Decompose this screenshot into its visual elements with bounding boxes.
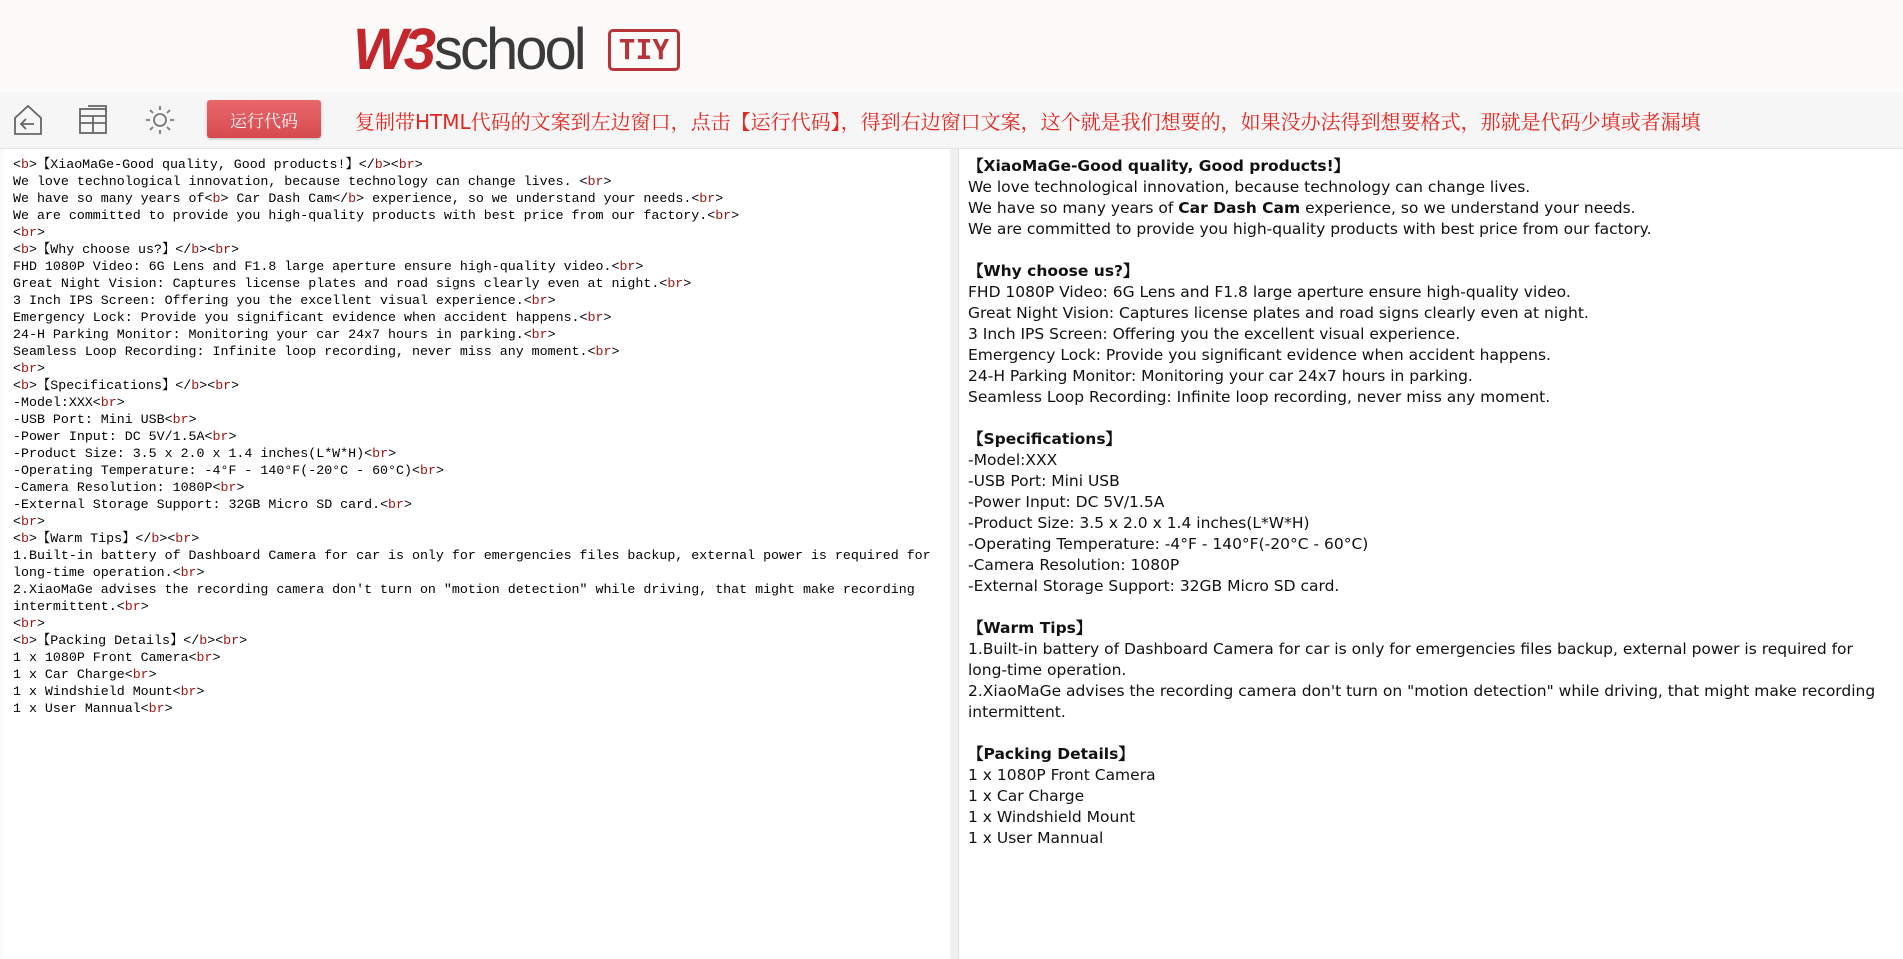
preview-line: FHD 1080P Video: 6G Lens and F1.8 large aperture ensure high-quality video. <box>968 283 1571 301</box>
code-tag: <b> <box>13 157 37 172</box>
code-line <box>13 496 943 513</box>
code-line <box>13 445 943 462</box>
code-tag: <br> <box>13 616 45 631</box>
code-line <box>13 615 943 632</box>
tiy-badge: TIY <box>608 29 681 71</box>
preview-heading: 【Packing Details】 <box>968 745 1134 763</box>
code-text: experience, so we understand your needs. <box>364 191 692 206</box>
code-tag: <br> <box>380 497 412 512</box>
preview-content <box>968 156 1893 849</box>
code-tag: <b> <box>13 378 37 393</box>
code-tag: </b> <box>358 157 391 172</box>
code-text: 1 x Car Charge <box>13 667 125 682</box>
code-editor-content[interactable] <box>13 156 943 717</box>
code-text: We love technological innovation, because technology can change lives. <box>13 174 580 189</box>
code-text: -Power Input: DC 5V/1.5A <box>13 429 205 444</box>
preview-heading: 【Warm Tips】 <box>968 619 1092 637</box>
code-line <box>13 411 943 428</box>
code-tag: </b> <box>332 191 365 206</box>
code-line <box>13 581 943 615</box>
code-tag: <br> <box>215 633 248 648</box>
code-text: -Model:XXX <box>13 395 93 410</box>
preview-line: Seamless Loop Recording: Infinite loop recording, never miss any moment. <box>968 388 1551 406</box>
code-tag: <br> <box>140 701 173 716</box>
preview-line: Emergency Lock: Provide you significant evidence when accident happens. <box>968 346 1551 364</box>
code-tag: <br> <box>13 514 45 529</box>
code-text: -USB Port: Mini USB <box>13 412 165 427</box>
preview-line: 1.Built-in battery of Dashboard Camera for car is only for emergencies files backup, external power is required for long-time operation. <box>968 640 1853 679</box>
code-line <box>13 547 943 581</box>
code-text: 【Why choose us?】 <box>36 242 176 257</box>
code-line <box>13 649 943 666</box>
preview-heading: 【Why choose us?】 <box>968 262 1139 280</box>
code-text: -Product Size: 3.5 x 2.0 x 1.4 inches(L*W*H) <box>13 446 365 461</box>
code-text: -Operating Temperature: -4°F - 140°F(-20°C - 60°C) <box>13 463 412 478</box>
code-text: 【Packing Details】 <box>36 633 184 648</box>
code-text: -Camera Resolution: 1080P <box>13 480 213 495</box>
code-tag: <br> <box>611 259 644 274</box>
code-tag: <b> <box>13 242 37 257</box>
code-text: We are committed to provide you high-quality products with best price from our factory. <box>13 208 708 223</box>
text: We have so many years of <box>968 199 1179 217</box>
code-line <box>13 360 943 377</box>
header <box>0 0 1903 92</box>
instruction-notice: 复制带HTML代码的文案到左边窗口，点击【运行代码】，得到右边窗口文案，这个就是我们想要的，如果没办法得到想要格式，那就是代码少填或者漏填 <box>355 110 1701 134</box>
preview-heading: 【XiaoMaGe-Good quality, Good products!】 <box>968 157 1350 175</box>
code-line <box>13 241 943 258</box>
code-line <box>13 683 943 700</box>
code-tag: <br> <box>579 310 612 325</box>
code-line <box>13 513 943 530</box>
code-text: 1.Built-in battery of Dashboard Camera for car is only for emergencies files backup, external power is required for long-time operation. <box>13 548 939 580</box>
logo-w3: W3 <box>353 17 432 82</box>
brightness-icon[interactable] <box>142 102 178 138</box>
text: experience, so we understand your needs. <box>1300 199 1636 217</box>
code-text: 3 Inch IPS Screen: Offering you the excellent visual experience. <box>13 293 524 308</box>
code-tag: <br> <box>390 157 423 172</box>
preview-line: 3 Inch IPS Screen: Offering you the excellent visual experience. <box>968 325 1461 343</box>
code-tag: <br> <box>204 429 237 444</box>
pane-splitter[interactable] <box>950 149 958 959</box>
code-line <box>13 326 943 343</box>
run-code-button[interactable]: 运行代码 <box>207 100 321 138</box>
code-text: 2.XiaoMaGe advises the recording camera don't turn on "motion detection" while driving, that might make recording intermittent. <box>13 582 923 614</box>
preview-line: -External Storage Support: 32GB Micro SD card. <box>968 577 1340 595</box>
code-tag: <br> <box>364 446 397 461</box>
code-tag: <br> <box>691 191 724 206</box>
code-tag: <br> <box>207 242 240 257</box>
preview-line: 2.XiaoMaGe advises the recording camera don't turn on "motion detection" while driving, that might make recording intermittent. <box>968 682 1876 721</box>
code-line <box>13 462 943 479</box>
code-line <box>13 207 943 224</box>
code-tag: <br> <box>207 378 240 393</box>
code-tag: <br> <box>659 276 692 291</box>
code-tag: <br> <box>587 344 620 359</box>
code-line <box>13 632 943 649</box>
code-tag: <b> <box>204 191 229 206</box>
code-line <box>13 666 943 683</box>
code-line <box>13 700 943 717</box>
code-tag: <br> <box>92 395 125 410</box>
code-tag: <br> <box>116 599 149 614</box>
preview-line: -Operating Temperature: -4°F - 140°F(-20°C - 60°C) <box>968 535 1369 553</box>
preview-line: We are committed to provide you high-quality products with best price from our factory. <box>968 220 1652 238</box>
code-line <box>13 173 943 190</box>
code-line <box>13 394 943 411</box>
preview-line: -Product Size: 3.5 x 2.0 x 1.4 inches(L*W*H) <box>968 514 1310 532</box>
code-tag: <b> <box>13 633 37 648</box>
code-text: 1 x User Mannual <box>13 701 141 716</box>
code-text: Seamless Loop Recording: Infinite loop recording, never miss any moment. <box>13 344 588 359</box>
code-line <box>13 377 943 394</box>
code-line <box>13 292 943 309</box>
code-tag: <br> <box>13 225 45 240</box>
code-line <box>13 275 943 292</box>
preview-line: -Camera Resolution: 1080P <box>968 556 1180 574</box>
code-line <box>13 224 943 241</box>
code-line <box>13 428 943 445</box>
code-text: 24-H Parking Monitor: Monitoring your car 24x7 hours in parking. <box>13 327 524 342</box>
preview-line: -Power Input: DC 5V/1.5A <box>968 493 1165 511</box>
code-tag: </b> <box>175 378 208 393</box>
code-text: 【Warm Tips】 <box>36 531 136 546</box>
code-text: FHD 1080P Video: 6G Lens and F1.8 large aperture ensure high-quality video. <box>13 259 612 274</box>
preview-line: 1 x Car Charge <box>968 787 1085 805</box>
code-text: Car Dash Cam <box>228 191 333 206</box>
bold-text: Car Dash Cam <box>1178 199 1301 217</box>
toolbar <box>0 92 1903 149</box>
w3school-logo[interactable] <box>353 16 680 83</box>
code-line <box>13 479 943 496</box>
code-text: 【XiaoMaGe-Good quality, Good products!】 <box>36 157 359 172</box>
preview-heading: 【Specifications】 <box>968 430 1122 448</box>
code-tag: <br> <box>172 565 205 580</box>
code-line <box>13 343 943 360</box>
logo-school: school <box>434 17 584 82</box>
code-tag: <br> <box>212 480 245 495</box>
preview-line <box>968 198 1893 219</box>
code-text: 1 x 1080P Front Camera <box>13 650 189 665</box>
layout-icon[interactable] <box>76 102 112 138</box>
home-back-icon[interactable] <box>10 102 46 138</box>
preview-line: 1 x User Mannual <box>968 829 1104 847</box>
code-tag: <br> <box>172 684 205 699</box>
code-line <box>13 309 943 326</box>
code-tag: <b> <box>13 531 37 546</box>
code-line <box>13 530 943 547</box>
code-tag: <br> <box>188 650 221 665</box>
preview-line: -USB Port: Mini USB <box>968 472 1120 490</box>
preview-line: 1 x Windshield Mount <box>968 808 1136 826</box>
code-line <box>13 156 943 173</box>
code-tag: <br> <box>579 174 612 189</box>
preview-line: 24-H Parking Monitor: Monitoring your car 24x7 hours in parking. <box>968 367 1473 385</box>
code-tag: <br> <box>707 208 740 223</box>
preview-line: 1 x 1080P Front Camera <box>968 766 1156 784</box>
code-tag: <br> <box>167 531 200 546</box>
code-tag: <br> <box>411 463 444 478</box>
code-tag: <br> <box>523 327 556 342</box>
preview-pane <box>958 149 1903 959</box>
code-tag: <br> <box>164 412 197 427</box>
code-text: -External Storage Support: 32GB Micro SD card. <box>13 497 381 512</box>
code-tag: </b> <box>175 242 208 257</box>
code-line <box>13 258 943 275</box>
code-text: 【Specifications】 <box>36 378 176 393</box>
preview-line: We love technological innovation, because technology can change lives. <box>968 178 1531 196</box>
code-tag: <br> <box>13 361 45 376</box>
code-tag: <br> <box>523 293 556 308</box>
code-tag: <br> <box>124 667 157 682</box>
code-tag: </b> <box>135 531 168 546</box>
code-text: Great Night Vision: Captures license plates and road signs clearly even at night. <box>13 276 660 291</box>
preview-line: -Model:XXX <box>968 451 1058 469</box>
code-text: We have so many years of <box>13 191 205 206</box>
code-text: 1 x Windshield Mount <box>13 684 173 699</box>
code-tag: </b> <box>183 633 216 648</box>
code-text: Emergency Lock: Provide you significant evidence when accident happens. <box>13 310 580 325</box>
code-editor[interactable] <box>4 149 951 959</box>
code-line <box>13 190 943 207</box>
preview-line: Great Night Vision: Captures license plates and road signs clearly even at night. <box>968 304 1589 322</box>
